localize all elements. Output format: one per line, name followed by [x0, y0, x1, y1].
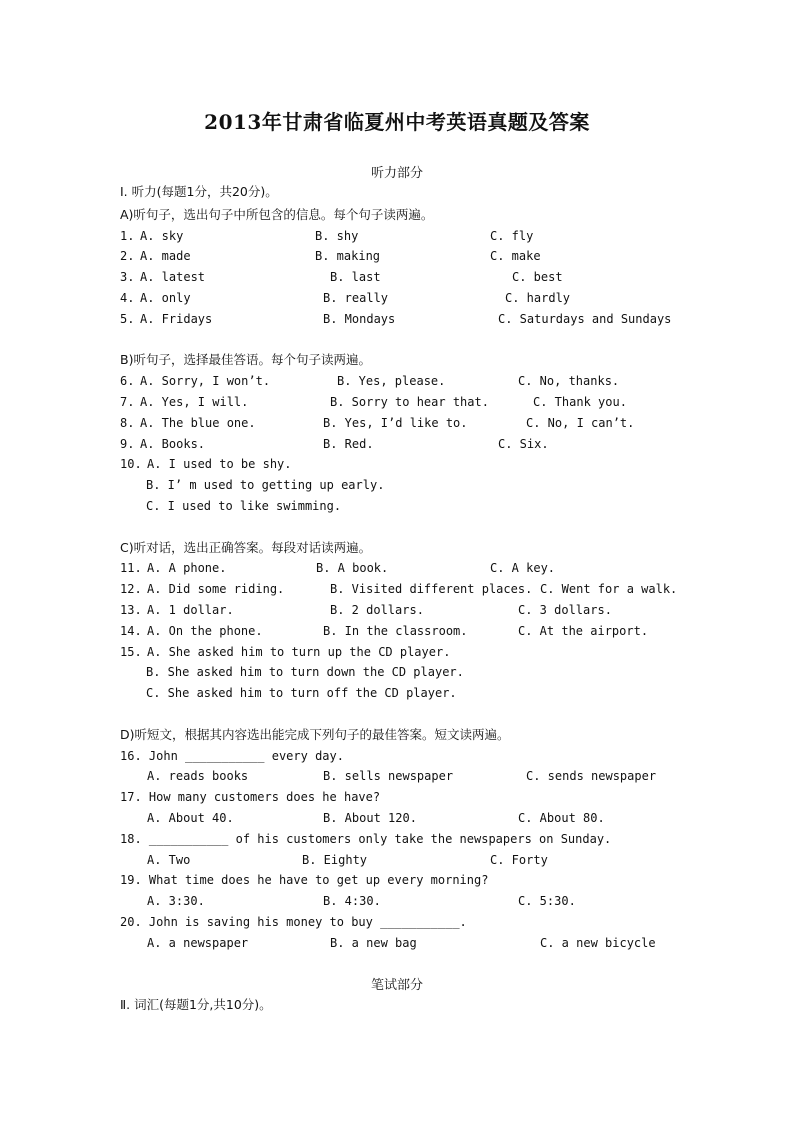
option-c: C. hardly [505, 291, 571, 305]
option-b: B. 4:30. [323, 894, 381, 908]
option-a: A. About 40. [147, 811, 234, 825]
question-number: 1. [120, 229, 135, 243]
question-number: 11. [120, 561, 142, 575]
option-a: A. reads books [147, 769, 249, 783]
question-number: 9. [120, 437, 135, 451]
option-a: A. I used to be shy. [147, 457, 292, 471]
question-stem: 16. John ___________ every day. [120, 749, 344, 763]
option-a: A. Two [147, 853, 191, 867]
option-a: A. Fridays [140, 312, 213, 326]
option-a: A. Yes, I will. [140, 395, 249, 409]
listening-heading: 听力部分 [370, 166, 423, 181]
option-a: A. Books. [140, 437, 206, 451]
question-number: 10. [120, 457, 142, 471]
question-number: 15. [120, 645, 142, 659]
option-c: C. Went for a walk. [540, 582, 678, 596]
option-c: C. sends newspaper [526, 769, 657, 783]
written-heading: 笔试部分 [370, 978, 423, 993]
option-b: B. In the classroom. [323, 624, 468, 638]
question-number: 5. [120, 312, 135, 326]
option-c: C. She asked him to turn off the CD player. [146, 686, 457, 700]
option-b: B. last [330, 270, 381, 284]
option-c: C. No, I can’t. [526, 416, 635, 430]
section-a-instruction: A)听句子，选出句子中所包含的信息。每个句子读两遍。 [120, 207, 434, 222]
question-number: 2. [120, 249, 135, 263]
option-a: A. Did some riding. [147, 582, 285, 596]
option-b: B. shy [315, 229, 359, 243]
option-b: B. really [323, 291, 389, 305]
option-b: B. a new bag [330, 936, 417, 950]
part1-heading: Ⅰ. 听力(每题1分，共20分)。 [120, 184, 278, 199]
option-c: C. 5:30. [518, 894, 576, 908]
option-b: B. Sorry to hear that. [330, 395, 489, 409]
question-stem: 18. ___________ of his customers only take the newspapers on Sunday. [120, 832, 612, 846]
option-c: C. No, thanks. [518, 374, 620, 388]
question-number: 8. [120, 416, 135, 430]
option-b: B. Yes, please. [337, 374, 446, 388]
question-number: 14. [120, 624, 142, 638]
section-b-instruction: B)听句子，选择最佳答语。每个句子读两遍。 [120, 352, 371, 367]
option-a: A. only [140, 291, 191, 305]
option-a: A. Sorry, I won’t. [140, 374, 271, 388]
option-a: A. 1 dollar. [147, 603, 234, 617]
option-c: C. At the airport. [518, 624, 649, 638]
question-stem: 19. What time does he have to get up every morning? [120, 873, 489, 887]
question-number: 12. [120, 582, 142, 596]
question-stem: 17. How many customers does he have? [120, 790, 381, 804]
option-c: C. fly [490, 229, 534, 243]
question-number: 4. [120, 291, 135, 305]
option-b: B. 2 dollars. [330, 603, 424, 617]
option-c: C. I used to like swimming. [146, 499, 342, 513]
option-b: B. Eighty [302, 853, 368, 867]
option-c: C. A key. [490, 561, 556, 575]
option-b: B. Visited different places. [330, 582, 533, 596]
part2-heading: Ⅱ. 词汇(每题1分,共10分)。 [120, 997, 272, 1012]
option-b: B. Red. [323, 437, 374, 451]
question-number: 6. [120, 374, 135, 388]
option-b: B. Yes, I’d like to. [323, 416, 468, 430]
option-c: C. a new bicycle [540, 936, 656, 950]
option-a: A. She asked him to turn up the CD player. [147, 645, 451, 659]
option-b: B. She asked him to turn down the CD player. [146, 665, 464, 679]
section-d-instruction: D)听短文，根据其内容选出能完成下列句子的最佳答案。短文读两遍。 [120, 727, 510, 742]
option-a: A. 3:30. [147, 894, 205, 908]
option-b: B. About 120. [323, 811, 417, 825]
option-c: C. Forty [490, 853, 548, 867]
question-number: 3. [120, 270, 135, 284]
page-title: 2013年甘肃省临夏州中考英语真题及答案 [204, 110, 590, 134]
option-b: B. sells newspaper [323, 769, 454, 783]
section-c-instruction: C)听对话，选出正确答案。每段对话读两遍。 [120, 540, 372, 555]
option-a: A. sky [140, 229, 184, 243]
option-a: A. A phone. [147, 561, 227, 575]
question-number: 7. [120, 395, 135, 409]
option-c: C. Six. [498, 437, 549, 451]
option-c: C. Saturdays and Sundays [498, 312, 672, 326]
option-a: A. latest [140, 270, 206, 284]
option-c: C. About 80. [518, 811, 605, 825]
option-b: B. making [315, 249, 381, 263]
option-c: C. best [512, 270, 563, 284]
question-number: 13. [120, 603, 142, 617]
option-c: C. Thank you. [533, 395, 627, 409]
option-a: A. On the phone. [147, 624, 263, 638]
option-b: B. I’ m used to getting up early. [146, 478, 385, 492]
option-c: C. make [490, 249, 541, 263]
option-b: B. Mondays [323, 312, 396, 326]
option-a: A. made [140, 249, 191, 263]
option-a: A. The blue one. [140, 416, 256, 430]
option-c: C. 3 dollars. [518, 603, 612, 617]
question-stem: 20. John is saving his money to buy ___________. [120, 915, 467, 929]
option-a: A. a newspaper [147, 936, 249, 950]
option-b: B. A book. [316, 561, 389, 575]
